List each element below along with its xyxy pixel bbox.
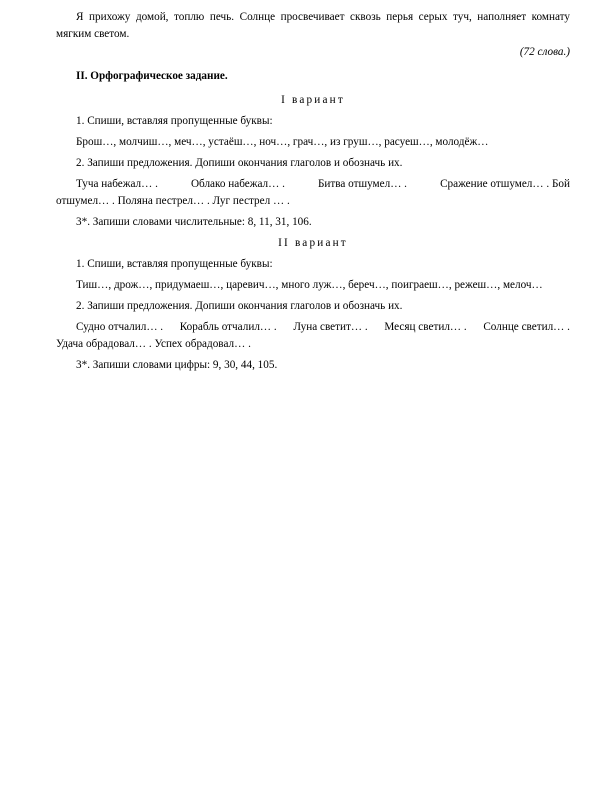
v1-task2-line1 — [56, 177, 570, 191]
v2-sentence: Корабль отчалил… . — [179, 321, 277, 333]
v2-task2-title: 2. Запиши предложения. Допиши окончания глаголов и обозначь их. — [76, 300, 403, 312]
v1-sentence: Сражение отшумел… . Бой — [440, 178, 570, 190]
v1-task2-title: 2. Запиши предложения. Допиши окончания глаголов и обозначь их. — [76, 157, 403, 169]
v2-task2-line1 — [56, 320, 570, 334]
v2-task1-words: Тиш…, дрож…, придумаеш…, царевич…, много луж…, береч…, поиграеш…, режеш…, мелоч… — [76, 279, 543, 291]
v1-sentence: Туча набежал… . — [76, 178, 158, 190]
word-count: (72 слова.) — [519, 46, 570, 58]
v1-sentence: Битва отшумел… . — [317, 178, 407, 190]
v1-task2-line2: отшумел… . Поляна пестрел… . Луг пестрел … . — [56, 195, 290, 207]
dictation-line-2: мягким светом. — [56, 28, 130, 40]
v1-task1-words: Брош…, молчиш…, меч…, устаёш…, ноч…, грач…, из груш…, расуеш…, молодёж… — [76, 136, 489, 148]
variant-1-title: I вариант — [281, 94, 345, 106]
v2-sentence: Месяц светил… . — [384, 321, 467, 333]
variant-2-title: II вариант — [278, 237, 348, 249]
v2-task3: 3*. Запиши словами цифры: 9, 30, 44, 105. — [76, 359, 278, 371]
v2-sentence: Судно отчалил… . — [76, 321, 164, 333]
v1-sentence: Облако набежал… . — [190, 178, 285, 190]
v1-task3: 3*. Запиши словами числительные: 8, 11, 31, 106. — [76, 216, 312, 228]
v2-sentence: Солнце светил… . — [483, 321, 570, 333]
v2-sentence: Луна светит… . — [293, 321, 368, 333]
v2-task2-line2: Удача обрадовал… . Успех обрадовал… . — [56, 338, 251, 350]
worksheet-page — [56, 10, 570, 372]
v2-task1-title: 1. Спиши, вставляя пропущенные буквы: — [76, 258, 273, 270]
dictation-line-1: Я прихожу домой, топлю печь. Солнце просвечивает сквозь перья серых туч, наполняет комнату — [76, 11, 570, 23]
section-title: II. Орфографическое задание. — [76, 70, 228, 82]
v1-task1-title: 1. Спиши, вставляя пропущенные буквы: — [76, 115, 273, 127]
